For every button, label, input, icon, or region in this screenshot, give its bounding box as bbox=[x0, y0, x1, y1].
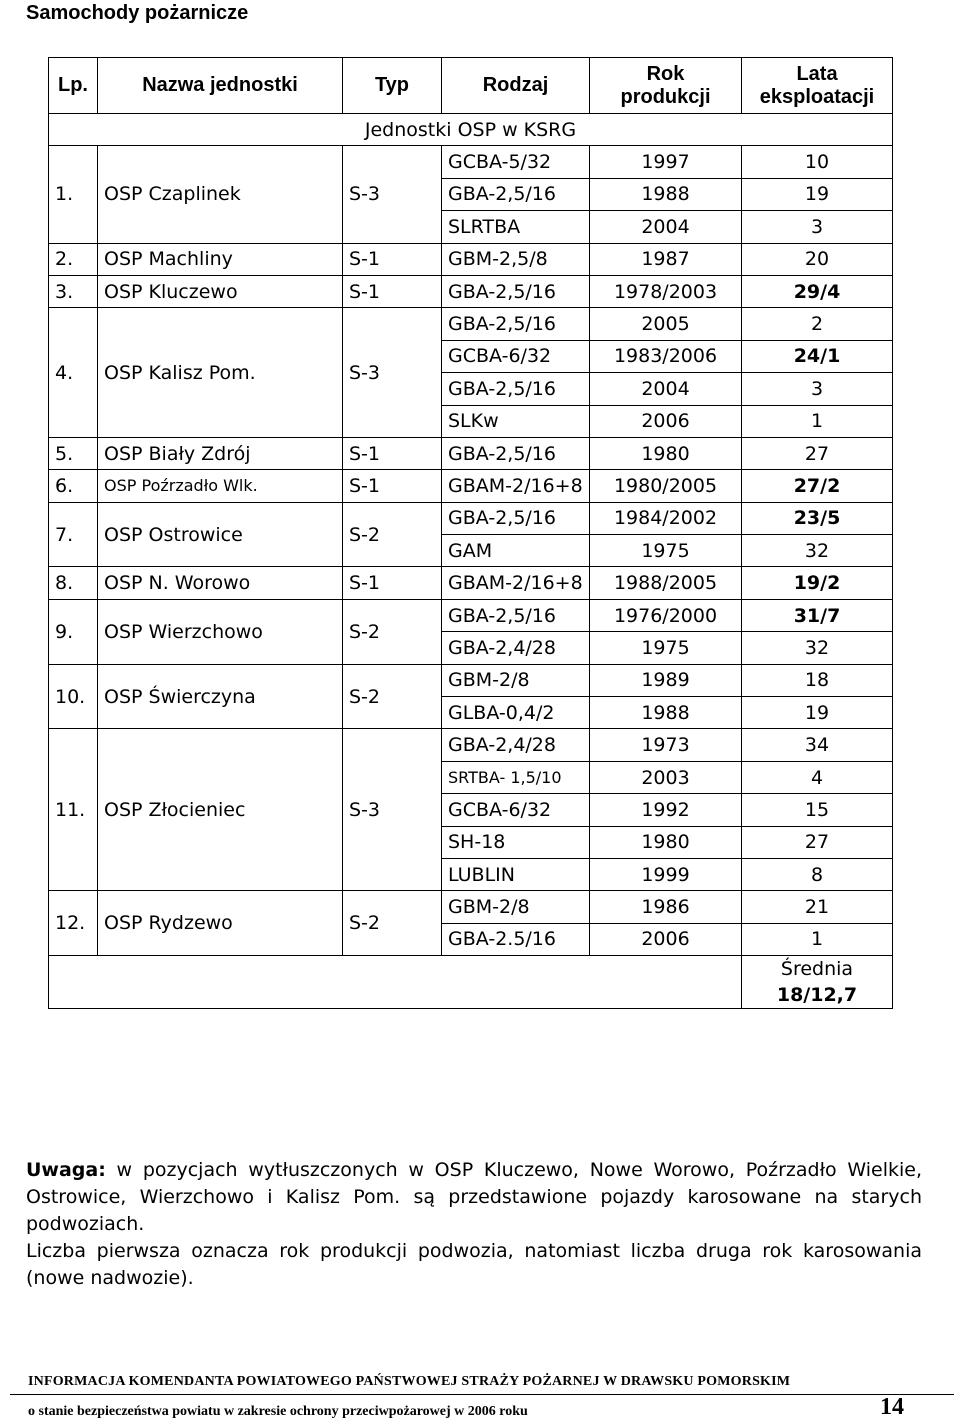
vehicle-year: 1975 bbox=[590, 632, 742, 664]
vehicle-age: 8 bbox=[742, 858, 893, 890]
vehicle-age: 15 bbox=[742, 794, 893, 826]
vehicle-year: 1980/2005 bbox=[590, 470, 742, 502]
unit-name: OSP Rydzewo bbox=[98, 891, 343, 956]
unit-lp: 9. bbox=[49, 599, 98, 664]
unit-name: OSP Poźrzadło Wlk. bbox=[98, 470, 343, 502]
vehicle-age: 27 bbox=[742, 826, 893, 858]
vehicle-age: 31/7 bbox=[742, 599, 893, 631]
table-row bbox=[49, 729, 893, 761]
unit-lp: 7. bbox=[49, 502, 98, 567]
table-row bbox=[49, 502, 893, 534]
unit-type: S-2 bbox=[343, 502, 442, 567]
table-row bbox=[49, 891, 893, 923]
group-title: Jednostki OSP w KSRG bbox=[49, 114, 893, 146]
vehicle-year: 2003 bbox=[590, 761, 742, 793]
vehicle-year: 1984/2002 bbox=[590, 502, 742, 534]
vehicle-kind: GBA-2,5/16 bbox=[442, 437, 590, 469]
table-row bbox=[49, 437, 893, 469]
unit-type: S-3 bbox=[343, 146, 442, 243]
vehicle-kind: GCBA-6/32 bbox=[442, 794, 590, 826]
vehicle-age: 19 bbox=[742, 178, 893, 210]
vehicle-age: 32 bbox=[742, 632, 893, 664]
vehicle-kind: LUBLIN bbox=[442, 858, 590, 890]
vehicles-table bbox=[48, 57, 893, 1009]
unit-name: OSP Wierzchowo bbox=[98, 599, 343, 664]
unit-lp: 5. bbox=[49, 437, 98, 469]
table-header-row bbox=[49, 58, 893, 114]
table-row bbox=[49, 567, 893, 599]
vehicle-age: 19 bbox=[742, 697, 893, 729]
header-year-line2: produkcji bbox=[620, 85, 711, 108]
header-years-line2: eksploatacji bbox=[759, 85, 875, 108]
vehicle-kind: GBM-2/8 bbox=[442, 891, 590, 923]
vehicle-age: 20 bbox=[742, 243, 893, 275]
header-kind: Rodzaj bbox=[442, 58, 590, 114]
vehicle-age: 34 bbox=[742, 729, 893, 761]
table-row bbox=[49, 664, 893, 696]
footer-divider bbox=[10, 1394, 954, 1395]
unit-lp: 8. bbox=[49, 567, 98, 599]
vehicle-year: 1997 bbox=[590, 146, 742, 178]
table-row bbox=[49, 470, 893, 502]
vehicle-age: 29/4 bbox=[742, 275, 893, 307]
vehicle-year: 1983/2006 bbox=[590, 340, 742, 372]
average-blank-cell bbox=[49, 956, 742, 1009]
note-paragraph-2: Liczba pierwsza oznacza rok produkcji podwozia, natomiast liczba druga rok karosowania (nowe nadwozie). bbox=[26, 1240, 922, 1289]
vehicle-kind: SH-18 bbox=[442, 826, 590, 858]
unit-name: OSP Ostrowice bbox=[98, 502, 343, 567]
vehicle-year: 1980 bbox=[590, 437, 742, 469]
unit-lp: 10. bbox=[49, 664, 98, 729]
vehicle-kind: GBA-2,4/28 bbox=[442, 632, 590, 664]
unit-lp: 11. bbox=[49, 729, 98, 891]
unit-type: S-1 bbox=[343, 275, 442, 307]
vehicle-age: 32 bbox=[742, 535, 893, 567]
vehicle-kind: GBA-2,5/16 bbox=[442, 308, 590, 340]
header-lp: Lp. bbox=[49, 58, 98, 114]
vehicle-year: 1976/2000 bbox=[590, 599, 742, 631]
vehicle-year: 2006 bbox=[590, 405, 742, 437]
vehicle-age: 10 bbox=[742, 146, 893, 178]
vehicle-kind: GBA-2,5/16 bbox=[442, 502, 590, 534]
average-row bbox=[49, 956, 893, 1009]
vehicle-year: 2005 bbox=[590, 308, 742, 340]
vehicle-kind: SRTBA- 1,5/10 bbox=[442, 761, 590, 793]
unit-type: S-3 bbox=[343, 729, 442, 891]
vehicle-year: 1999 bbox=[590, 858, 742, 890]
header-years-line1: Lata bbox=[796, 62, 838, 85]
header-years bbox=[742, 58, 893, 114]
average-cell bbox=[742, 956, 893, 1009]
vehicle-year: 2004 bbox=[590, 373, 742, 405]
vehicle-year: 1986 bbox=[590, 891, 742, 923]
average-label: Średnia bbox=[780, 958, 854, 981]
note bbox=[26, 1157, 922, 1292]
vehicle-kind: GBA-2,5/16 bbox=[442, 599, 590, 631]
note-text-1: w pozycjach wytłuszczonych w OSP Kluczewo, Nowe Worowo, Poźrzadło Wielkie, Ostrowice, Wierzchowo i Kalisz Pom. są przedstawione pojazdy karosowane na starych podwoziach. bbox=[26, 1159, 922, 1235]
average-value: 18/12,7 bbox=[776, 984, 858, 1007]
vehicle-kind: SLKw bbox=[442, 405, 590, 437]
unit-type: S-2 bbox=[343, 891, 442, 956]
footer-subtitle: o stanie bezpieczeństwa powiatu w zakresie ochrony przeciwpożarowej w 2006 roku bbox=[28, 1404, 528, 1419]
unit-name: OSP Biały Zdrój bbox=[98, 437, 343, 469]
vehicle-year: 1988 bbox=[590, 178, 742, 210]
vehicle-kind: GBA-2,4/28 bbox=[442, 729, 590, 761]
unit-lp: 12. bbox=[49, 891, 98, 956]
unit-type: S-1 bbox=[343, 437, 442, 469]
unit-lp: 1. bbox=[49, 146, 98, 243]
note-paragraph-1 bbox=[26, 1157, 922, 1238]
header-year bbox=[590, 58, 742, 114]
group-row bbox=[49, 114, 893, 146]
table-row bbox=[49, 275, 893, 307]
unit-lp: 3. bbox=[49, 275, 98, 307]
table-row bbox=[49, 146, 893, 178]
vehicle-kind: GBA-2.5/16 bbox=[442, 923, 590, 955]
vehicle-kind: GCBA-5/32 bbox=[442, 146, 590, 178]
vehicle-year: 1988/2005 bbox=[590, 567, 742, 599]
table-row bbox=[49, 599, 893, 631]
vehicle-kind: GBA-2,5/16 bbox=[442, 178, 590, 210]
vehicle-year: 1980 bbox=[590, 826, 742, 858]
vehicle-year: 1975 bbox=[590, 535, 742, 567]
vehicle-kind: SLRTBA bbox=[442, 211, 590, 243]
vehicle-kind: GBA-2,5/16 bbox=[442, 275, 590, 307]
header-name: Nazwa jednostki bbox=[98, 58, 343, 114]
unit-lp: 2. bbox=[49, 243, 98, 275]
vehicle-kind: GBM-2/8 bbox=[442, 664, 590, 696]
vehicle-age: 23/5 bbox=[742, 502, 893, 534]
unit-name: OSP Czaplinek bbox=[98, 146, 343, 243]
vehicle-kind: GBA-2,5/16 bbox=[442, 373, 590, 405]
vehicle-kind: GCBA-6/32 bbox=[442, 340, 590, 372]
header-type: Typ bbox=[343, 58, 442, 114]
vehicle-year: 1978/2003 bbox=[590, 275, 742, 307]
vehicle-kind: GBM-2,5/8 bbox=[442, 243, 590, 275]
vehicle-age: 24/1 bbox=[742, 340, 893, 372]
vehicle-age: 2 bbox=[742, 308, 893, 340]
note-bold-prefix: Uwaga: bbox=[26, 1159, 106, 1181]
unit-type: S-1 bbox=[343, 243, 442, 275]
table-row bbox=[49, 243, 893, 275]
vehicle-age: 27 bbox=[742, 437, 893, 469]
vehicle-kind: GAM bbox=[442, 535, 590, 567]
vehicle-kind: GLBA-0,4/2 bbox=[442, 697, 590, 729]
vehicle-year: 1992 bbox=[590, 794, 742, 826]
vehicle-year: 1973 bbox=[590, 729, 742, 761]
header-year-line1: Rok bbox=[646, 62, 685, 85]
unit-name: OSP Machliny bbox=[98, 243, 343, 275]
unit-lp: 4. bbox=[49, 308, 98, 438]
section-title: Samochody pożarnicze bbox=[26, 2, 249, 24]
vehicle-age: 1 bbox=[742, 405, 893, 437]
unit-name: OSP Kluczewo bbox=[98, 275, 343, 307]
vehicle-kind: GBAM-2/16+8 bbox=[442, 567, 590, 599]
vehicle-year: 1988 bbox=[590, 697, 742, 729]
vehicle-age: 21 bbox=[742, 891, 893, 923]
vehicle-year: 1987 bbox=[590, 243, 742, 275]
unit-name: OSP Złocieniec bbox=[98, 729, 343, 891]
vehicle-age: 19/2 bbox=[742, 567, 893, 599]
vehicle-age: 18 bbox=[742, 664, 893, 696]
unit-type: S-2 bbox=[343, 664, 442, 729]
vehicle-age: 4 bbox=[742, 761, 893, 793]
vehicle-age: 3 bbox=[742, 211, 893, 243]
vehicle-age: 3 bbox=[742, 373, 893, 405]
vehicle-kind: GBAM-2/16+8 bbox=[442, 470, 590, 502]
vehicle-year: 2006 bbox=[590, 923, 742, 955]
vehicle-year: 1989 bbox=[590, 664, 742, 696]
vehicle-age: 1 bbox=[742, 923, 893, 955]
table-row bbox=[49, 308, 893, 340]
unit-name: OSP Świerczyna bbox=[98, 664, 343, 729]
unit-type: S-1 bbox=[343, 470, 442, 502]
unit-type: S-3 bbox=[343, 308, 442, 438]
vehicle-age: 27/2 bbox=[742, 470, 893, 502]
footer-title: INFORMACJA KOMENDANTA POWIATOWEGO PAŃSTWOWEJ STRAŻY POŻARNEJ W DRAWSKU POMORSKIM bbox=[28, 1374, 791, 1389]
unit-type: S-1 bbox=[343, 567, 442, 599]
unit-type: S-2 bbox=[343, 599, 442, 664]
unit-lp: 6. bbox=[49, 470, 98, 502]
page-number: 14 bbox=[880, 1394, 904, 1420]
vehicle-year: 2004 bbox=[590, 211, 742, 243]
unit-name: OSP N. Worowo bbox=[98, 567, 343, 599]
unit-name: OSP Kalisz Pom. bbox=[98, 308, 343, 438]
